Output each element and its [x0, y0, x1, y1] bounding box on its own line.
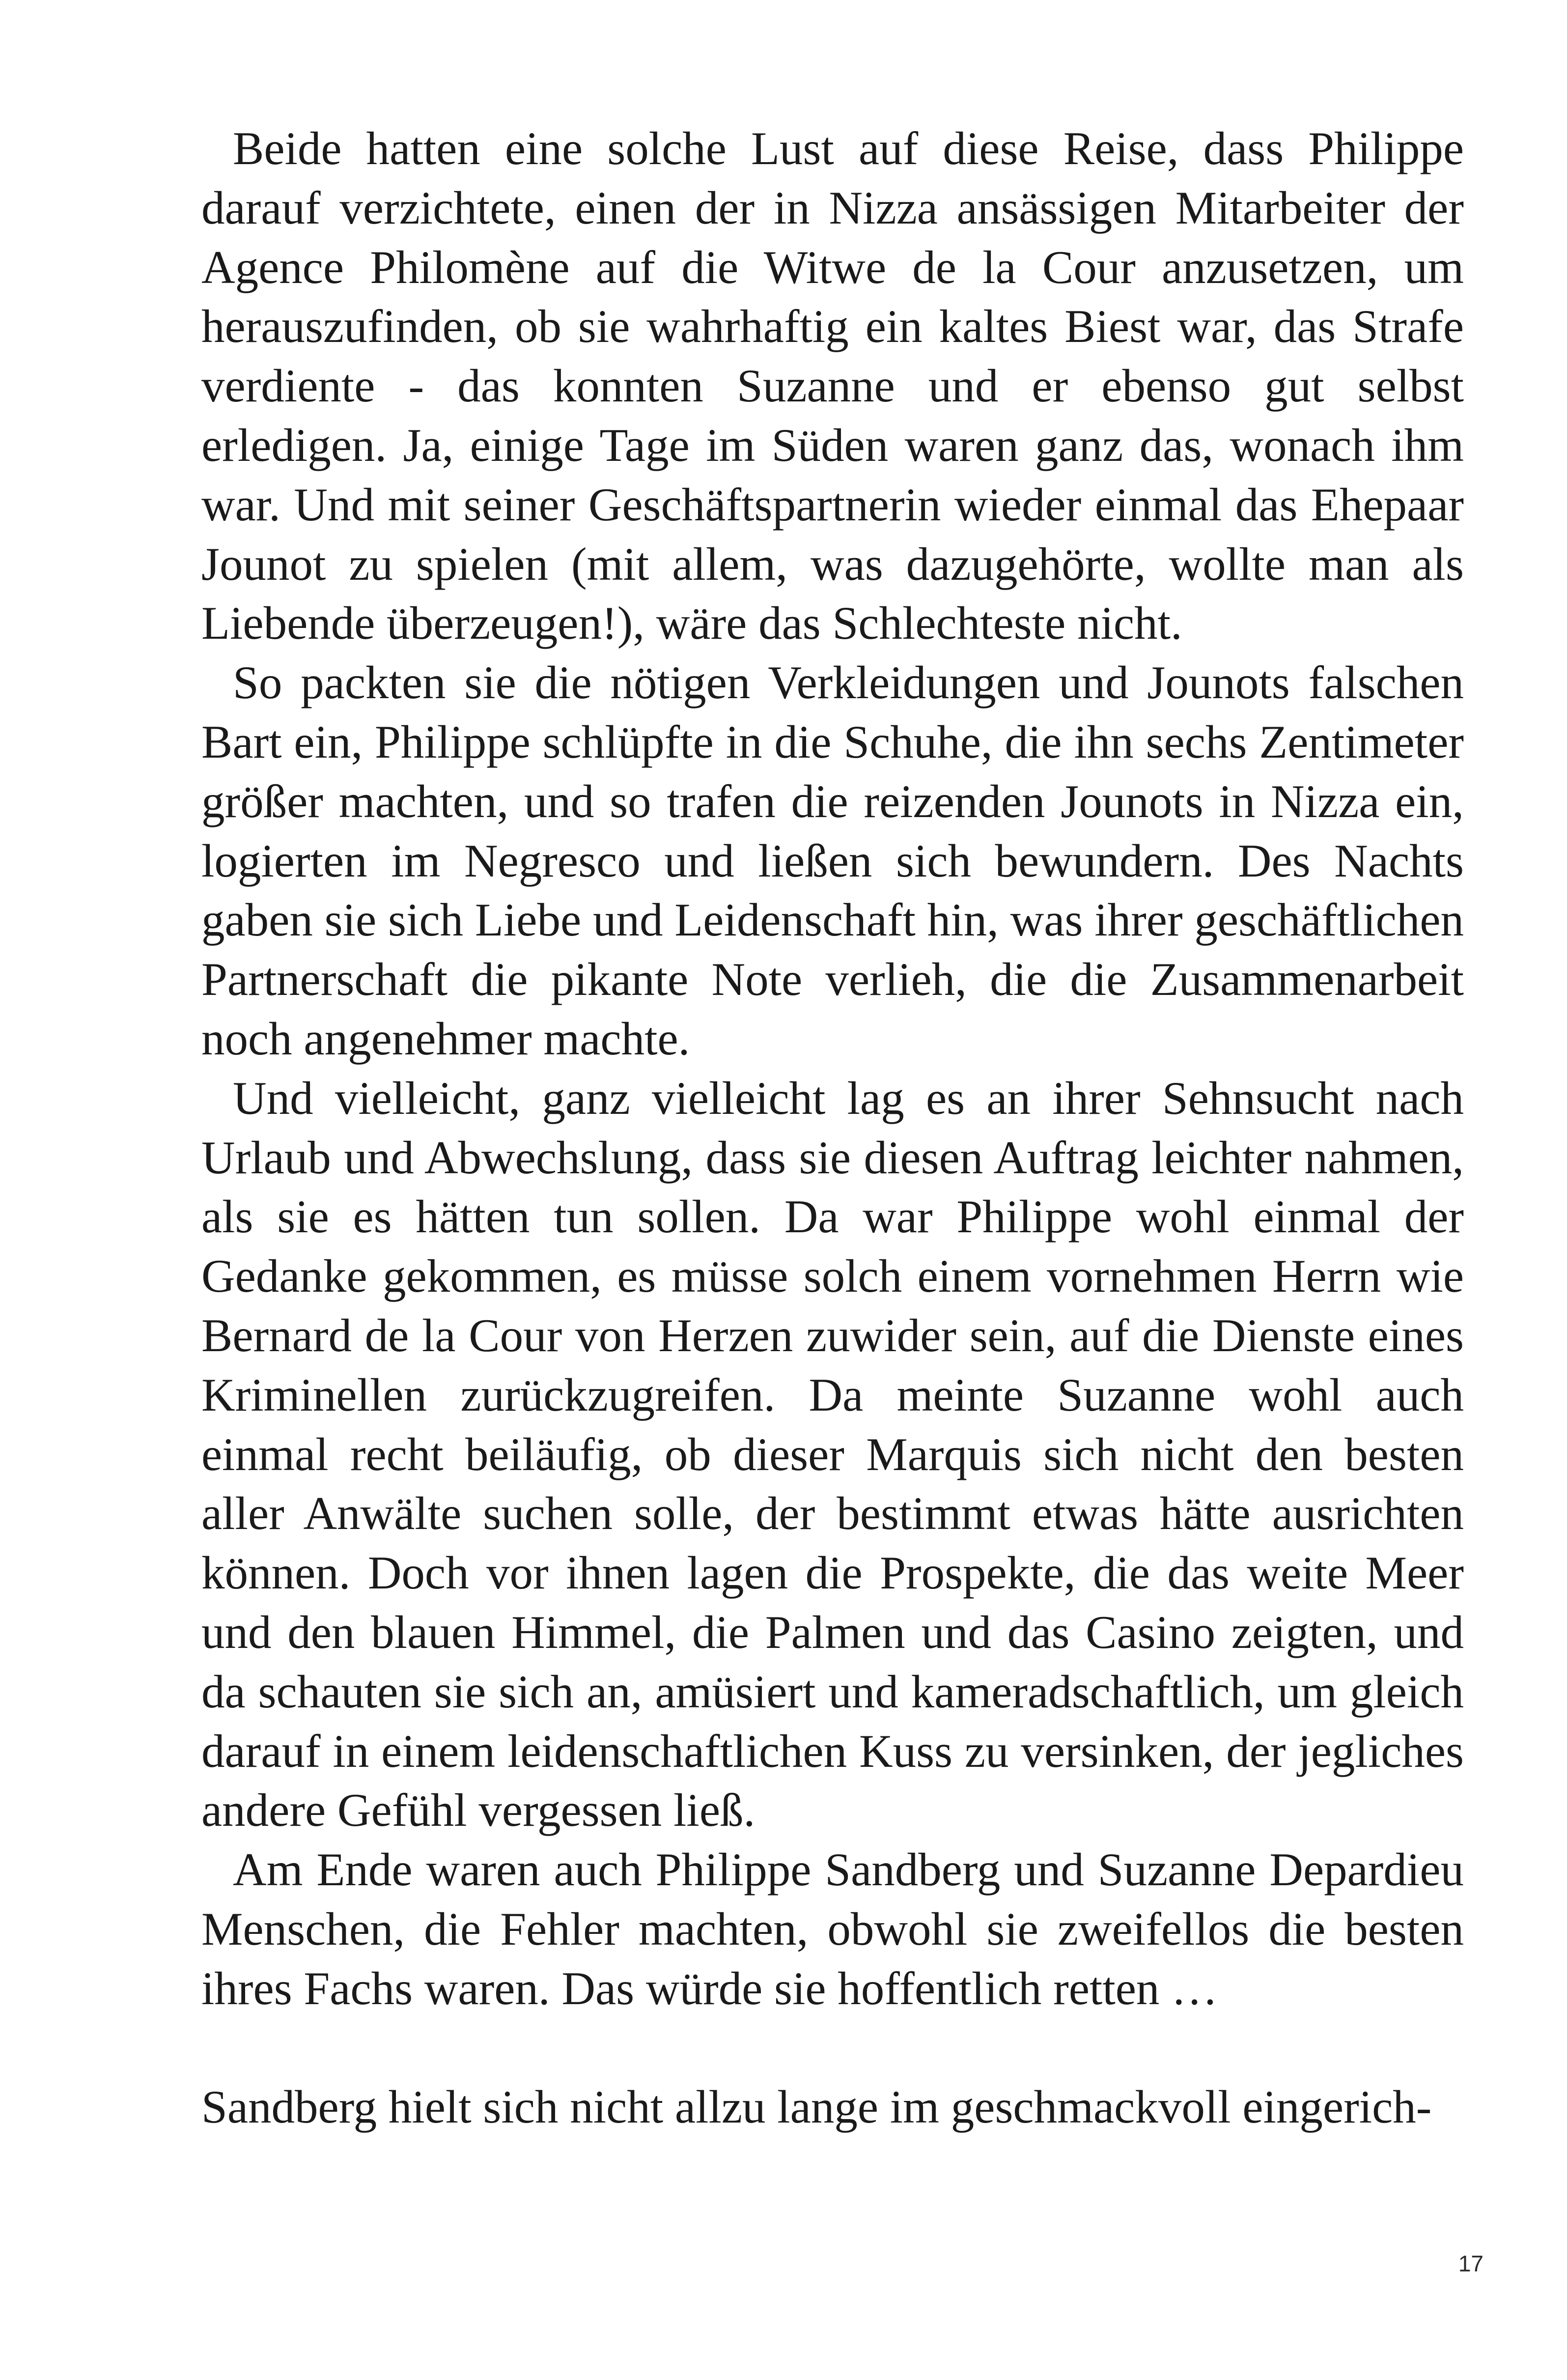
page-number: 17: [1458, 2251, 1483, 2276]
paragraph-3: Und vielleicht, ganz vielleicht lag es an ihrer Sehnsucht nach Urlaub und Abwechslung, dass sie diesen Auftrag leichter nahmen, als sie es hätten tun sollen. Da war Philippe wohl einmal der Gedanke gekommen, es müsse solch einem vornehmen Herrn wie Bernard de la Cour von Herzen zuwider sein, auf die Dienste eines Kriminellen zurückzugreifen. Da meinte Suzanne wohl auch einmal recht beiläufig, ob dieser Marquis sich nicht den besten aller Anwälte suchen solle, der bestimmt etwas hätte ausrichten können. Doch vor ihnen lagen die Prospekte, die das weite Meer und den blauen Himmel, die Palmen und das Casino zeigten, und da schauten sie sich an, amüsiert und kameradschaftlich, um gleich darauf in einem leidenschaftlichen Kuss zu versinken, der jegliches andere Gefühl vergessen ließ.: [201, 1072, 1464, 1837]
paragraph-1: Beide hatten eine solche Lust auf diese Reise, dass Philippe darauf verzichtete, einen der in Nizza ansässigen Mitarbeiter der Agence Philomène auf die Witwe de la Cour anzusetzen, um herauszufinden, ob sie wahrhaftig ein kaltes Biest war, das Strafe verdiente - das konnten Suzanne und er ebenso gut selbst erledigen. Ja, einige Tage im Süden waren ganz das, wonach ihm war. Und mit seiner Geschäftspartnerin wieder einmal das Ehepaar Jounot zu spielen (mit allem, was dazugehörte, wollte man als Liebende überzeugen!), wäre das Schlechteste nicht.: [201, 122, 1464, 650]
paragraph-5: Sandberg hielt sich nicht allzu lange im geschmackvoll eingerich-: [201, 2081, 1432, 2133]
paragraph-2: So packten sie die nötigen Verkleidungen und Jounots falschen Bart ein, Philippe schlüpfte in die Schuhe, die ihn sechs Zentimeter größer machten, und so trafen die reizenden Jounots in Nizza ein, logierten im Negresco und ließen sich bewundern. Des Nachts gaben sie sich Liebe und Leidenschaft hin, was ihrer geschäftlichen Partnerschaft die pikante Note verlieh, die die Zusammenarbeit noch angenehmer machte.: [201, 656, 1464, 1065]
paragraph-4: Am Ende waren auch Philippe Sandberg und Suzanne Depardieu Menschen, die Fehler machten, obwohl sie zweifellos die besten ihres Fachs waren. Das würde sie hoffentlich retten …: [201, 1843, 1464, 2014]
body-text: [201, 119, 1464, 2137]
